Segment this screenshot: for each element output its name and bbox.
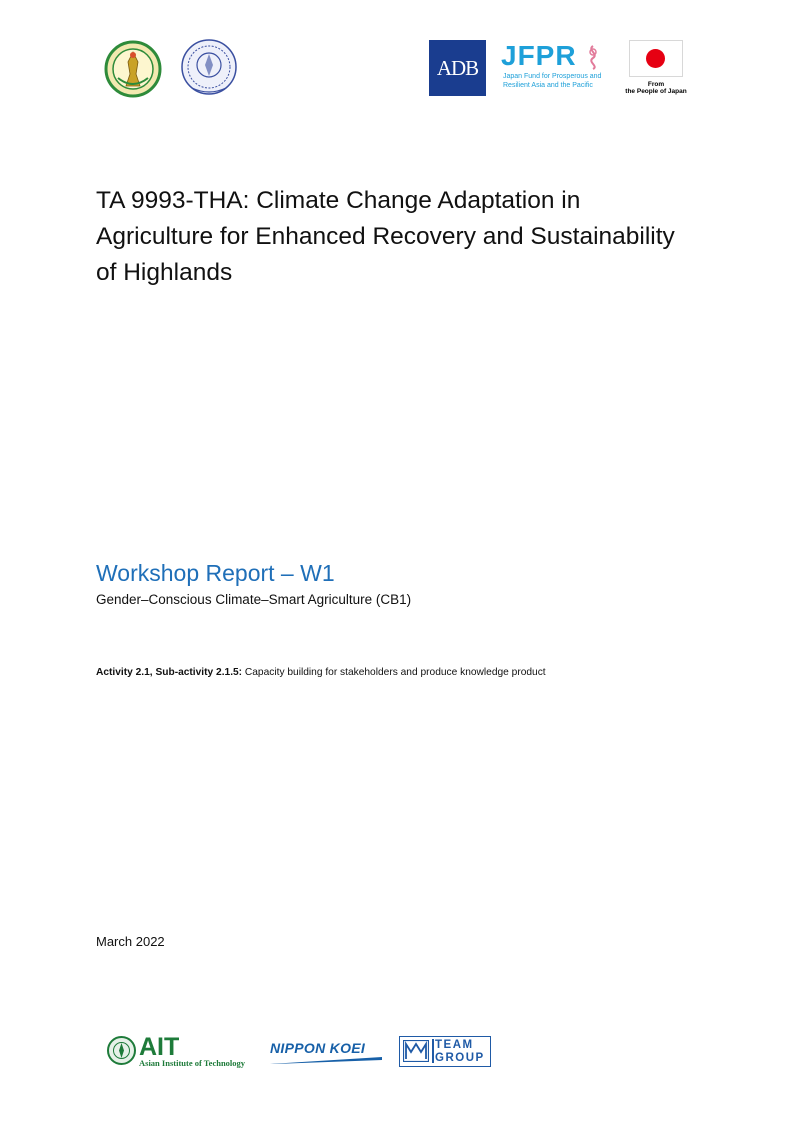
team-group-mark-icon — [403, 1040, 429, 1062]
report-subtitle: Gender–Conscious Climate–Smart Agriculture (CB1) — [96, 592, 412, 607]
nippon-koei-logo — [270, 1040, 384, 1066]
nippon-koei-word: NIPPON KOEI — [270, 1040, 366, 1056]
jfpr-knot-icon — [585, 44, 601, 70]
jfpr-subtitle-line1: Japan Fund for Prosperous and — [503, 73, 602, 80]
team-group-words — [435, 1039, 485, 1064]
nippon-koei-swoosh-icon — [270, 1057, 382, 1064]
japan-text-line1: From — [647, 81, 665, 88]
activity-label: Activity 2.1, Sub-activity 2.1.5: — [96, 667, 243, 678]
adb-logo-text: ADB — [436, 56, 479, 80]
jfpr-logo-word: JFPR — [501, 40, 577, 71]
ait-logo-letters: AIT — [139, 1033, 180, 1061]
document-date: March 2022 — [96, 934, 165, 949]
japan-logo — [624, 40, 688, 100]
activity-text: Capacity building for stakeholders and produce knowledge product — [242, 667, 546, 678]
hrdi-logo — [180, 38, 238, 98]
japan-logo-text — [624, 81, 688, 95]
ait-logo-subtitle: Asian Institute of Technology — [139, 1058, 246, 1068]
jfpr-logo — [501, 40, 611, 96]
document-title: TA 9993-THA: Climate Change Adaptation in Agriculture for Enhanced Recovery and Sustainability of Highlands — [96, 187, 675, 286]
team-group-line2: GROUP — [435, 1051, 485, 1064]
jfpr-logo-subtitle — [503, 72, 613, 90]
jfpr-subtitle-line2: Resilient Asia and the Pacific — [503, 82, 593, 89]
moac-seal-icon — [104, 40, 162, 98]
hrdi-seal-icon — [180, 38, 238, 98]
adb-logo — [429, 40, 486, 96]
team-group-divider — [432, 1039, 434, 1063]
moac-logo — [104, 40, 162, 98]
team-group-line1: TEAM — [435, 1039, 474, 1051]
japan-flag-icon — [629, 40, 683, 77]
ait-seal-icon — [107, 1036, 136, 1065]
activity-line — [96, 666, 546, 680]
team-group-logo — [399, 1036, 491, 1067]
japan-text-line2: the People of Japan — [625, 88, 687, 95]
report-title: Workshop Report – W1 — [96, 560, 335, 586]
ait-logo — [107, 1033, 252, 1070]
